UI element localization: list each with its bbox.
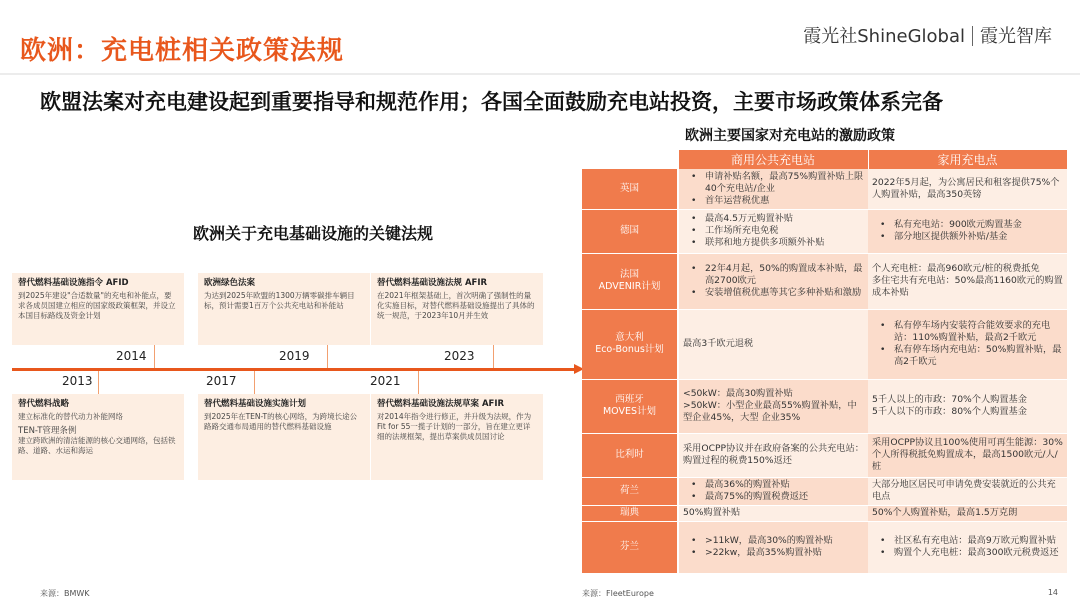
- year-label-2013: 2013: [62, 374, 93, 388]
- page-subtitle: 欧盟法案对充电建设起到重要指导和规范作用；各国全面鼓励充电站投资，主要市场政策体系完备: [40, 90, 943, 114]
- timeline-connector: [254, 371, 255, 394]
- timeline-connector: [154, 345, 155, 368]
- year-label-2023: 2023: [444, 349, 475, 363]
- table-header-row: [582, 150, 1067, 169]
- timeline-connector: [418, 371, 419, 394]
- table-row-nl: [582, 477, 1067, 505]
- page-number: 14: [1047, 588, 1058, 597]
- event-title: 替代燃料基础设施实施计划: [204, 399, 307, 409]
- event-body: 到2025年在TEN-T的核心网络，为跨境长途公路路交通布局通用的替代燃料基础设施: [204, 412, 358, 431]
- policy-table: [582, 150, 1068, 574]
- country-cell: 瑞典: [582, 505, 678, 521]
- year-label-2021: 2021: [370, 374, 401, 388]
- policy-item: • 工作场所充电免税: [683, 225, 864, 237]
- policy-item: • 私有停车场内安装符合能效要求的充电站：110%购置补贴，最高2千欧元: [872, 320, 1063, 344]
- table-row-be: [582, 433, 1067, 477]
- policy-item: • 社区私有充电站：最高9万欧元购置补贴: [872, 535, 1063, 547]
- commercial-policy-cell: [678, 521, 868, 573]
- page-title: 欧洲：充电桩相关政策法规: [20, 36, 345, 66]
- home-policy-cell: 5千人以上的市政：70%个人购置基金 5千人以下的市政：80%个人购置基金: [868, 379, 1067, 433]
- table-header-commercial: 商用公共充电站: [678, 150, 868, 169]
- event-body: 建立标准化的替代动力补能网络: [18, 412, 123, 421]
- commercial-policy-cell: 50%购置补贴: [678, 505, 868, 521]
- timeline-title: 欧洲关于充电基础设施的关键法规: [193, 224, 434, 243]
- table-row-it: [582, 309, 1067, 379]
- policy-item: • 私有充电站：900欧元购置基金: [872, 219, 1063, 231]
- event-box-afir-2023: [371, 273, 543, 345]
- home-policy-cell: 50%个人购置补贴，最高1.5万克朗: [868, 505, 1067, 521]
- event-body: 对2014年指令进行修正，并升级为法规，作为Fit for 55一揽子计划的一部分，旨在建立更详细的法规框架，提出草案供成员国讨论: [377, 412, 532, 441]
- policy-table-title: 欧洲主要国家对充电站的激励政策: [685, 128, 895, 144]
- event-body: 为达到2025年欧盟的1300万辆零碳排车辆目标，预计需要1百万个公共充电站和补能站: [204, 291, 355, 310]
- table-header-home: 家用充电点: [868, 150, 1067, 169]
- country-cell: [582, 253, 678, 309]
- brand-logo: [803, 22, 1052, 48]
- brand-name: 霞光社ShineGlobal: [803, 26, 965, 47]
- title-divider: [0, 73, 1080, 75]
- home-policy-cell: 大部分地区居民可申请免费安装就近的公共充电点: [868, 477, 1067, 505]
- home-policy-cell: [868, 209, 1067, 253]
- table-header-corner: [582, 150, 678, 169]
- policy-item: • 首年运营税优惠: [683, 195, 864, 207]
- table-row-uk: [582, 169, 1067, 209]
- table-row-fi: [582, 521, 1067, 573]
- brand-divider: [972, 26, 973, 46]
- policy-item: • 购置个人充电桩：最高300欧元税费返还: [872, 547, 1063, 559]
- event-title: 替代燃料基础设施法规 AFIR: [377, 278, 488, 288]
- country-cell: [582, 379, 678, 433]
- country-cell: 荷兰: [582, 477, 678, 505]
- year-label-2014: 2014: [116, 349, 147, 363]
- event-body: 在2021年框架基础上，首次明确了强制性的量化实施目标，对替代燃料基础设施提出了具体的统一规范，于2023年10月并生效: [377, 291, 535, 320]
- table-row-es: [582, 379, 1067, 433]
- policy-item: • 联邦和地方提供多项额外补贴: [683, 237, 864, 249]
- country-cell: 芬兰: [582, 521, 678, 573]
- policy-item: • 最高75%的购置税费返还: [683, 491, 864, 503]
- timeline-connector: [98, 371, 99, 394]
- home-policy-cell: 个人充电桩：最高960欧元/桩的税费抵免 多住宅共有充电站：50%最高1160欧元的购置成本补贴: [868, 253, 1067, 309]
- timeline-connector: [493, 345, 494, 368]
- home-policy-cell: 2022年5月起，为公寓居民和租客提供75%个人购置补贴，最高350英镑: [868, 169, 1067, 209]
- event-box-plan: [198, 394, 370, 480]
- timeline-connector: [327, 345, 328, 368]
- country-name: 法国: [619, 269, 639, 280]
- country-cell: 英国: [582, 169, 678, 209]
- source-note-right: 来源：FleetEurope: [582, 589, 654, 598]
- year-label-2017: 2017: [206, 374, 237, 388]
- commercial-policy-cell: [678, 209, 868, 253]
- event-title: 欧洲绿色法案: [204, 278, 256, 288]
- event-box-green-deal: [198, 273, 370, 345]
- event-box-draft: [371, 394, 543, 480]
- year-label-2019: 2019: [279, 349, 310, 363]
- event-title: 替代燃料基础设施指令 AFID: [18, 278, 129, 288]
- event-body: 建立跨欧洲的清洁能源的核心交通网络，包括铁路、道路、水运和海运: [18, 436, 176, 455]
- event-title: 替代燃料基础设施法规草案 AFIR: [377, 399, 505, 409]
- table-row-fr: [582, 253, 1067, 309]
- policy-item: • 22年4月起，50%的购置成本补贴，最高2700欧元: [683, 263, 864, 287]
- policy-item: • >22kw，最高35%购置补贴: [683, 547, 864, 559]
- program-name: MOVES计划: [602, 406, 657, 417]
- program-name: Eco-Bonus计划: [595, 344, 664, 355]
- table-row-de: [582, 209, 1067, 253]
- home-policy-cell: [868, 521, 1067, 573]
- commercial-policy-cell: <50kW：最高30购置补贴 >50kW：小型企业最高55%购置补贴，中型企业45%，大型 企业35%: [678, 379, 868, 433]
- timeline-axis: [12, 368, 578, 371]
- country-cell: 德国: [582, 209, 678, 253]
- brand-think-tank: 霞光智库: [980, 26, 1052, 47]
- country-name: 西班牙: [615, 394, 644, 405]
- event-box-strategy: [12, 394, 184, 480]
- policy-item: • 最高36%的购置补贴: [683, 479, 864, 491]
- event-title: 替代燃料战略: [18, 399, 70, 409]
- policy-item: • 申请补贴名额，最高75%购置补贴上限40个充电站/企业: [683, 171, 864, 195]
- event-box-afid: [12, 273, 184, 345]
- country-name: 意大利: [615, 332, 644, 343]
- source-note-left: 来源：BMWK: [40, 589, 90, 598]
- program-name: ADVENIR计划: [598, 281, 661, 292]
- policy-item: • 安装增值税优惠等其它多种补贴和激励: [683, 287, 864, 299]
- country-cell: 比利时: [582, 433, 678, 477]
- commercial-policy-cell: [678, 477, 868, 505]
- commercial-policy-cell: [678, 253, 868, 309]
- home-policy-cell: [868, 309, 1067, 379]
- table-row-se: [582, 505, 1067, 521]
- policy-item: • 部分地区提供额外补贴/基金: [872, 231, 1063, 243]
- policy-item: • >11kW，最高30%的购置补贴: [683, 535, 864, 547]
- country-cell: [582, 309, 678, 379]
- event-subtitle: TEN-T管理条例: [18, 426, 77, 436]
- policy-item: • 最高4.5万元购置补贴: [683, 213, 864, 225]
- policy-item: • 私有停车场内充电站：50%购置补贴，最高2千欧元: [872, 344, 1063, 368]
- event-body: 到2025年建设"合适数量"的充电和补能点，要求各成员国建立相应的国家级政策框架，并设立本国目标路线及资金计划: [18, 291, 176, 320]
- commercial-policy-cell: 采用OCPP协议并在政府备案的公共充电站：购置过程的税费150%返还: [678, 433, 868, 477]
- commercial-policy-cell: [678, 169, 868, 209]
- home-policy-cell: 采用OCPP协议且100%使用可再生能源：30%个人所得税抵免购置成本，最高1500欧元/人/桩: [868, 433, 1067, 477]
- commercial-policy-cell: 最高3千欧元退税: [678, 309, 868, 379]
